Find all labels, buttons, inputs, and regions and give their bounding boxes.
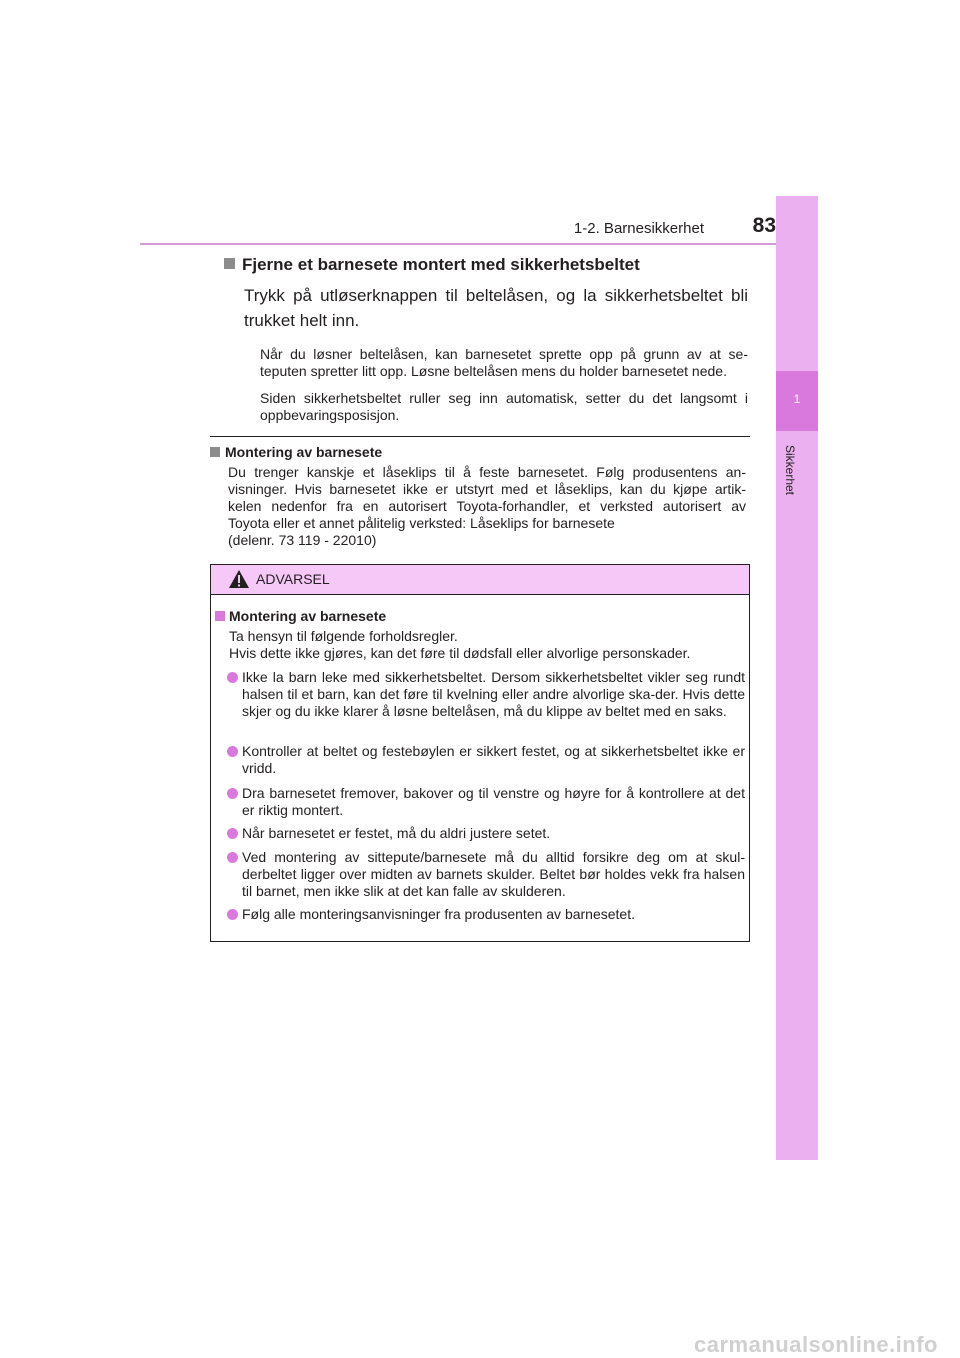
warning-bullet — [227, 743, 745, 777]
chapter-tab-number: 1 — [793, 392, 801, 406]
text-line: visninger. Hvis barnesetet ikke er utstyrt med et låseklips, kan du kjøpe artik- — [228, 481, 746, 497]
warning-bullet — [227, 849, 745, 900]
square-bullet-icon — [224, 258, 235, 269]
info-heading-installation — [210, 444, 382, 461]
instruction-text: Trykk på utløserknappen til beltelåsen, og la sikkerhetsbeltet bli trukket helt inn. — [244, 286, 748, 330]
bullet-text: Kontroller at beltet og festebøylen er sikkert festet, og at sikkerhetsbeltet ikke er vridd. — [242, 743, 745, 776]
heading-text: Fjerne et barnesete montert med sikkerhetsbeltet — [242, 255, 640, 274]
bullet-text: Dra barnesetet fremover, bakover og til venstre og høyre for å kontrollere at det er riktig montert. — [242, 785, 745, 818]
circle-bullet-icon — [227, 672, 238, 683]
chapter-tab-label: Sikkerhet — [783, 444, 797, 496]
warning-title: ADVARSEL — [256, 571, 330, 587]
circle-bullet-icon — [227, 909, 238, 920]
watermark-text: carmanualsonline.info — [694, 1332, 938, 1357]
site-watermark — [0, 1330, 960, 1358]
bullet-text: Ikke la barn leke med sikkerhetsbeltet. Dersom sikkerhetsbeltet vikler seg rundt halsen til et barn, kan det føre til kvelning eller andre alvorlige ska-der. Hvis dette skjer og du ikke klarer å løsne beltelåsen, må du klippe av beltet med en saks. — [242, 669, 745, 719]
circle-bullet-icon — [227, 788, 238, 799]
subheading-text: Montering av barnesete — [229, 608, 387, 624]
text-line: Hvis dette ikke gjøres, kan det føre til dødsfall eller alvorlige personskader. — [229, 645, 691, 661]
circle-bullet-icon — [227, 828, 238, 839]
warning-bullet — [227, 669, 745, 720]
text-line: (delenr. 73 119 - 22010) — [228, 532, 377, 548]
warning-triangle-icon — [228, 569, 250, 589]
installation-info-text — [228, 464, 746, 549]
text-line: kelen nedenfor fra en autorisert Toyota-forhandler, et verksted autorisert av — [228, 498, 746, 514]
circle-bullet-icon — [227, 746, 238, 757]
text-line: Du trenger kanskje et låseklips til å feste barnesetet. Følg produsentens an- — [228, 464, 746, 480]
circle-bullet-icon — [227, 852, 238, 863]
text-line: Ta hensyn til følgende forholdsregler. — [229, 628, 458, 644]
warning-bullet — [227, 825, 745, 842]
square-bullet-icon — [210, 447, 220, 457]
square-bullet-icon — [215, 611, 225, 621]
section-heading-remove-seat — [224, 255, 640, 275]
heading-text: Montering av barnesete — [225, 444, 383, 460]
note-paragraph: Siden sikkerhetsbeltet ruller seg inn automatisk, setter du det langsomt i oppbevaringsposisjon. — [260, 390, 748, 423]
note-paragraph: Når du løsner beltelåsen, kan barnesetet sprette opp på grunn av at se-teputen spretter litt opp. Løsne beltelåsen mens du holder barnesetet nede. — [260, 346, 748, 379]
section-divider — [210, 436, 750, 437]
section-title: 1-2. Barnesikkerhet — [573, 220, 704, 237]
bullet-text: Ved montering av sittepute/barnesete må du alltid forsikre deg om at skul-derbeltet ligger over midten av barnets skulder. Beltet bør holdes vekk fra halsen til barnet, men ikke slik at det kan falle av skulderen. — [242, 849, 745, 899]
warning-bullet — [227, 906, 745, 923]
warning-bullet — [227, 785, 745, 819]
warning-intro — [229, 628, 745, 662]
bullet-text: Følg alle monteringsanvisninger fra produsenten av barnesetet. — [242, 906, 635, 922]
warning-subheading — [215, 608, 386, 625]
page-number: 83 — [752, 214, 776, 237]
text-line: Toyota eller et annet pålitelig verksted: Låseklips for barnesete — [228, 515, 615, 531]
chapter-tab-strip — [776, 196, 818, 1160]
bullet-text: Når barnesetet er festet, må du aldri justere setet. — [242, 825, 551, 841]
header-divider — [140, 243, 818, 245]
